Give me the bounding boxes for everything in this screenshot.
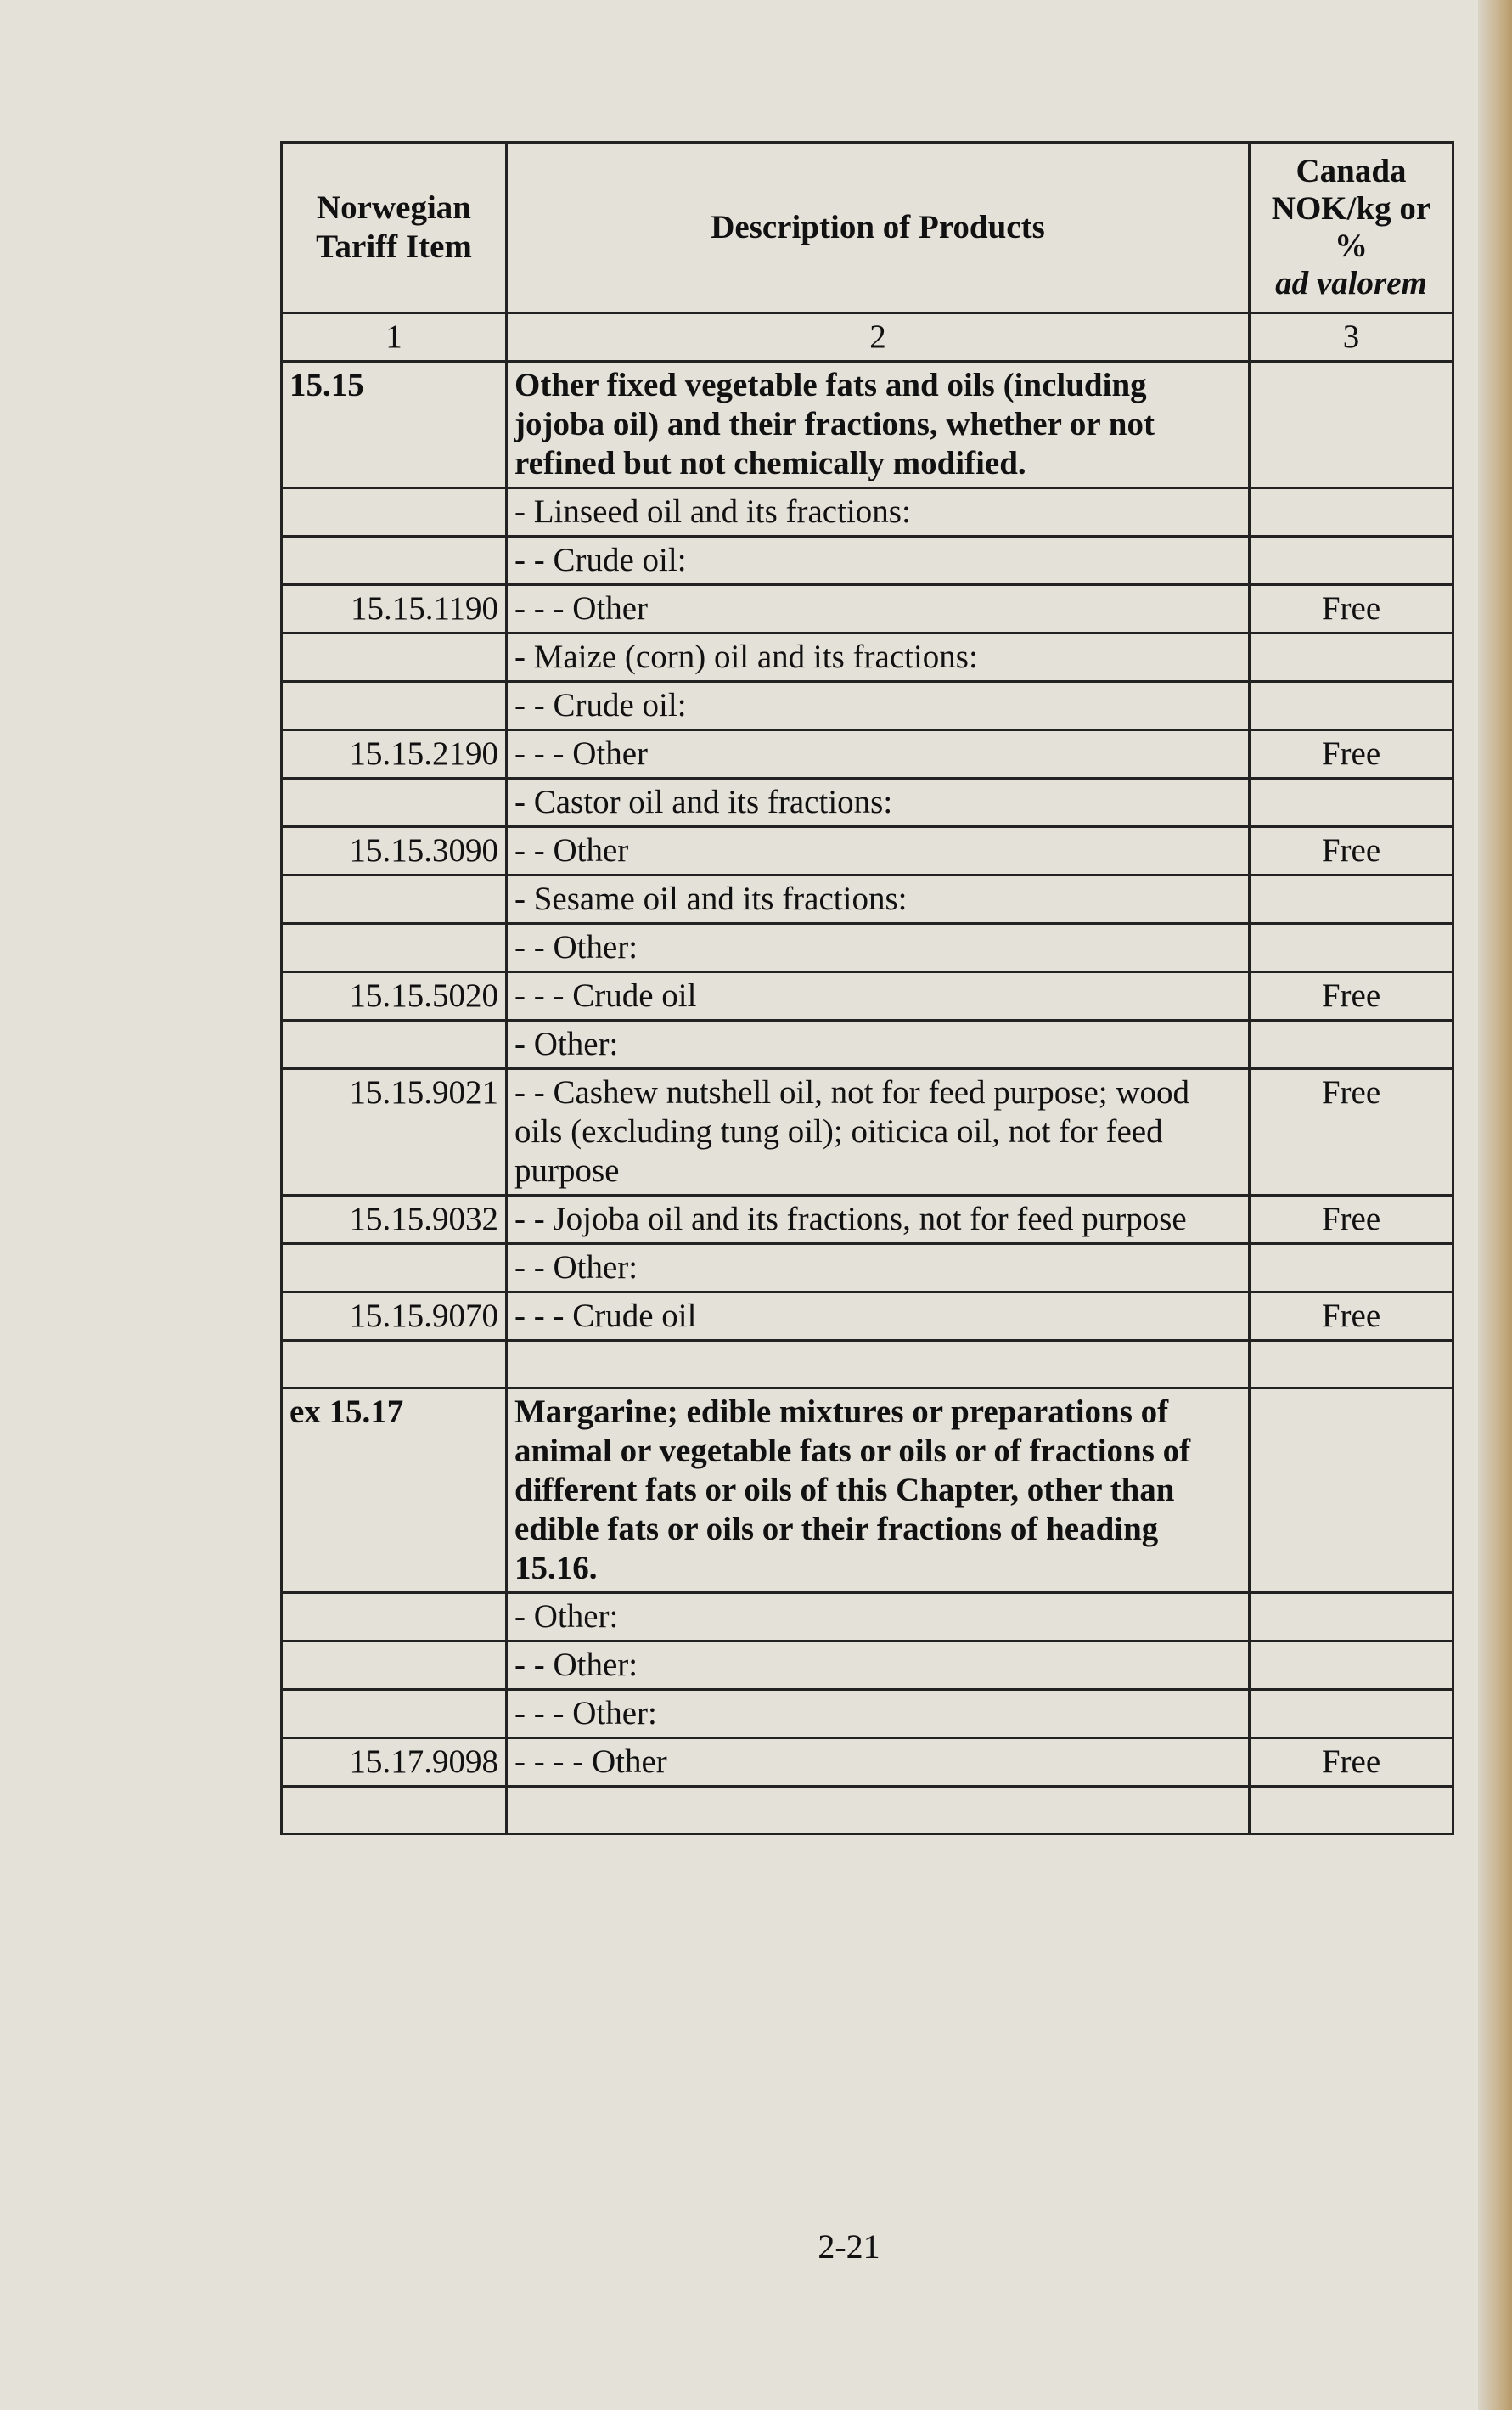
column-number-3: 3 [1250, 313, 1453, 362]
rate-cell: Free [1250, 730, 1453, 779]
description-cell: - Castor oil and its fractions: [507, 779, 1250, 827]
rate-cell [1250, 633, 1453, 682]
table-row-empty [282, 1341, 1453, 1388]
tariff-item-cell [282, 537, 507, 585]
description-cell: - Sesame oil and its fractions: [507, 876, 1250, 924]
rate-cell: Free [1250, 1292, 1453, 1341]
description-cell [507, 1341, 1250, 1388]
rate-cell [1250, 488, 1453, 537]
tariff-item-cell [282, 1787, 507, 1834]
description-cell: - - Other: [507, 1244, 1250, 1292]
table-row-empty [282, 1787, 1453, 1834]
table-row [282, 633, 1453, 682]
description-cell: - - Crude oil: [507, 537, 1250, 585]
column-number-row [282, 313, 1453, 362]
column-number-2: 2 [507, 313, 1250, 362]
page-number: 2-21 [818, 2227, 880, 2266]
header-rate-line1: Canada [1296, 153, 1407, 189]
description-cell: - - - Other: [507, 1690, 1250, 1738]
tariff-item-cell [282, 1021, 507, 1069]
tariff-item-cell: 15.15.9032 [282, 1196, 507, 1244]
rate-cell [1250, 876, 1453, 924]
header-rate-line2: NOK/kg or [1271, 190, 1431, 227]
tariff-item-cell [282, 1641, 507, 1690]
description-cell: - Linseed oil and its fractions: [507, 488, 1250, 537]
column-number-1: 1 [282, 313, 507, 362]
table-row [282, 362, 1453, 488]
rate-cell [1250, 924, 1453, 972]
tariff-item-cell [282, 682, 507, 730]
header-description: Description of Products [507, 143, 1250, 313]
tariff-item-cell: 15.15.9070 [282, 1292, 507, 1341]
description-cell: Other fixed vegetable fats and oils (including jojoba oil) and their fractions, whether or not refined but not chemically modified. [507, 362, 1250, 488]
description-cell: - - - Other [507, 585, 1250, 633]
tariff-item-cell: 15.17.9098 [282, 1738, 507, 1787]
page-edge-shadow [1478, 0, 1512, 2410]
description-cell: - - - Crude oil [507, 972, 1250, 1021]
tariff-item-cell [282, 1593, 507, 1641]
description-cell: - Other: [507, 1021, 1250, 1069]
header-tariff-item: Norwegian Tariff Item [282, 143, 507, 313]
rate-cell [1250, 779, 1453, 827]
table-row [282, 1388, 1453, 1593]
rate-cell: Free [1250, 1738, 1453, 1787]
rate-cell [1250, 1341, 1453, 1388]
rate-cell [1250, 1690, 1453, 1738]
table-row [282, 779, 1453, 827]
table-row [282, 1244, 1453, 1292]
header-rate-line3: % [1335, 228, 1368, 264]
description-cell: - Other: [507, 1593, 1250, 1641]
table-row [282, 537, 1453, 585]
table-row [282, 1593, 1453, 1641]
tariff-item-cell: 15.15.2190 [282, 730, 507, 779]
description-cell: - - Other: [507, 1641, 1250, 1690]
rate-cell: Free [1250, 585, 1453, 633]
table-row [282, 1196, 1453, 1244]
table-row [282, 1641, 1453, 1690]
header-row [282, 143, 1453, 313]
description-cell: Margarine; edible mixtures or preparations of animal or vegetable fats or oils or of fractions of different fats or oils of this Chapter, other than edible fats or oils or their fractions of heading 15.16. [507, 1388, 1250, 1593]
description-cell: - Maize (corn) oil and its fractions: [507, 633, 1250, 682]
tariff-item-cell: 15.15.5020 [282, 972, 507, 1021]
description-cell: - - Cashew nutshell oil, not for feed purpose; wood oils (excluding tung oil); oiticica oil, not for feed purpose [507, 1069, 1250, 1196]
tariff-item-cell [282, 1690, 507, 1738]
rate-cell: Free [1250, 827, 1453, 876]
tariff-item-cell: ex 15.17 [282, 1388, 507, 1593]
tariff-item-cell [282, 1244, 507, 1292]
table-row [282, 876, 1453, 924]
rate-cell [1250, 1641, 1453, 1690]
tariff-item-cell: 15.15.3090 [282, 827, 507, 876]
header-rate-line4: ad valorem [1275, 265, 1427, 301]
table-row [282, 1021, 1453, 1069]
description-cell [507, 1787, 1250, 1834]
tariff-item-cell [282, 876, 507, 924]
rate-cell: Free [1250, 1196, 1453, 1244]
tariff-table [280, 141, 1454, 1835]
description-cell: - - - Other [507, 730, 1250, 779]
rate-cell [1250, 1021, 1453, 1069]
tariff-item-cell [282, 1341, 507, 1388]
rate-cell: Free [1250, 972, 1453, 1021]
description-cell: - - Jojoba oil and its fractions, not for feed purpose [507, 1196, 1250, 1244]
tariff-item-cell: 15.15 [282, 362, 507, 488]
table-row [282, 585, 1453, 633]
rate-cell: Free [1250, 1069, 1453, 1196]
table-row [282, 730, 1453, 779]
table-row [282, 682, 1453, 730]
table-row [282, 1690, 1453, 1738]
description-cell: - - Other: [507, 924, 1250, 972]
tariff-item-cell [282, 488, 507, 537]
description-cell: - - Crude oil: [507, 682, 1250, 730]
table-row [282, 1292, 1453, 1341]
tariff-item-cell [282, 924, 507, 972]
table-row [282, 972, 1453, 1021]
tariff-item-cell: 15.15.9021 [282, 1069, 507, 1196]
description-cell: - - Other [507, 827, 1250, 876]
tariff-item-cell [282, 779, 507, 827]
table-row [282, 924, 1453, 972]
rate-cell [1250, 1388, 1453, 1593]
rate-cell [1250, 362, 1453, 488]
tariff-item-cell: 15.15.1190 [282, 585, 507, 633]
description-cell: - - - - Other [507, 1738, 1250, 1787]
header-rate [1250, 143, 1453, 313]
tariff-item-cell [282, 633, 507, 682]
rate-cell [1250, 682, 1453, 730]
table-row [282, 827, 1453, 876]
table-row [282, 1738, 1453, 1787]
rate-cell [1250, 537, 1453, 585]
rate-cell [1250, 1593, 1453, 1641]
rate-cell [1250, 1787, 1453, 1834]
table-row [282, 488, 1453, 537]
table-row [282, 1069, 1453, 1196]
description-cell: - - - Crude oil [507, 1292, 1250, 1341]
rate-cell [1250, 1244, 1453, 1292]
